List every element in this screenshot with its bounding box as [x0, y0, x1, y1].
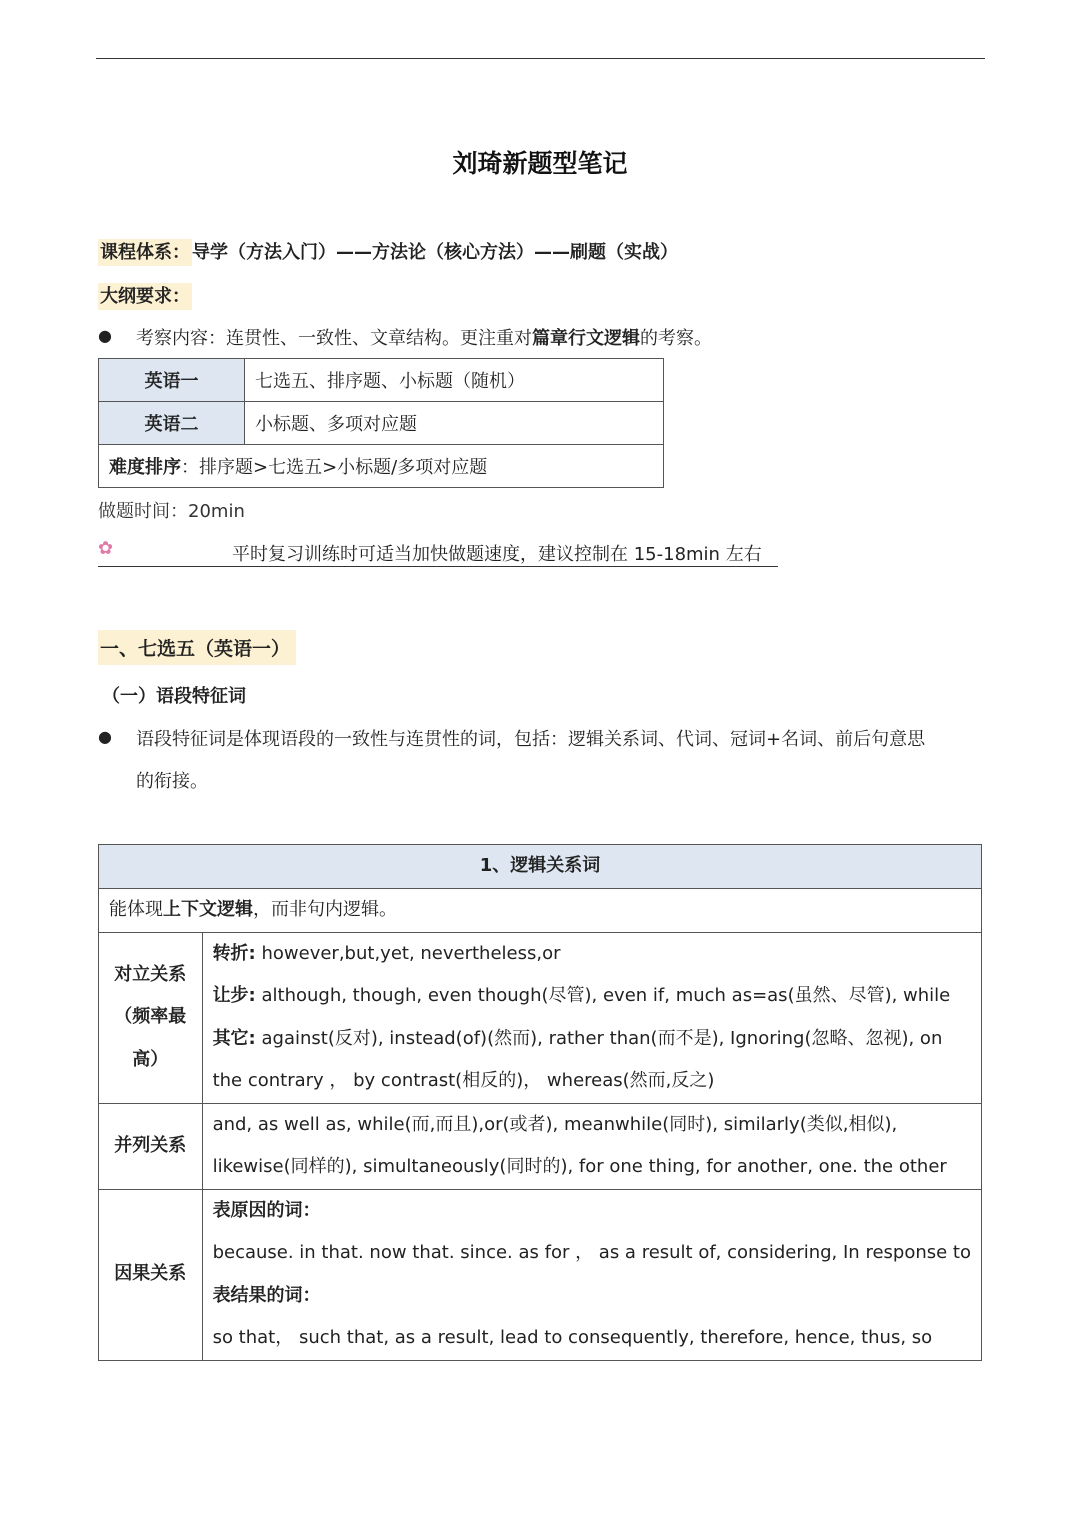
tip-text: 平时复习训练时可适当加快做题速度，建议控制在 15-18min 左右	[232, 544, 762, 565]
category-cell	[99, 1189, 203, 1360]
row-head: 英语二	[99, 402, 245, 445]
intro-bold: 上下文逻辑	[163, 899, 253, 920]
category-name: 对立关系	[114, 963, 187, 985]
line-label: 转折:	[212, 942, 256, 964]
line-label: 让步:	[212, 985, 256, 1006]
table-row	[99, 1189, 982, 1360]
line-text: the contrary ， by contrast(相反的)， whereas(然而,反之)	[212, 1070, 715, 1091]
content-line	[213, 975, 971, 1018]
content-line: because. in that. now that. since. as for ， as a result of, considering, In response to	[212, 1242, 971, 1263]
table-header-row	[99, 845, 982, 889]
content-line	[213, 1018, 971, 1061]
content-line: so that， such that, as a result, lead to consequently, therefore, hence, thus, so	[212, 1327, 933, 1348]
line-text: although, though, even though(尽管), even if, much as=as(虽然、尽管), while	[255, 985, 951, 1006]
table-row	[99, 932, 982, 1103]
exam-type-table	[98, 358, 664, 488]
line-label: 其它:	[212, 1027, 256, 1049]
difficulty-text: ：排序题>七选五>小标题/多项对应题	[181, 457, 488, 478]
bullet-exam-prefix: 考察内容：连贯性、一致性、文章结构。更注重对	[136, 328, 532, 349]
bullet-feature-line1: 语段特征词是体现语段的一致性与连贯性的词，包括：逻辑关系词、代词、冠词+名词、前后句意思	[136, 729, 926, 750]
category-cell	[99, 1103, 203, 1189]
table-row	[99, 359, 664, 402]
bullet-exam-bold: 篇章行文逻辑	[532, 328, 640, 349]
intro-cell	[99, 889, 982, 933]
table-row	[99, 402, 664, 445]
subsection-heading: （一）语段特征词	[102, 686, 246, 707]
course-system	[98, 238, 678, 264]
course-system-text: 导学（方法入门）——方法论（核心方法）——刷题（实战）	[192, 242, 678, 263]
intro-prefix: 能体现	[109, 899, 163, 920]
intro-suffix: ，而非句内逻辑。	[253, 899, 397, 920]
bullet-feature-line2: 的衔接。	[136, 771, 208, 792]
bullet-dot: ●	[98, 326, 112, 345]
course-system-label: 课程体系：	[98, 239, 192, 266]
content-line: and, as well as, while(而,而且),or(或者), meanwhile(同时), similarly(类似,相似),	[212, 1113, 898, 1135]
line-text: however,but,yet, nevertheless,or	[255, 942, 561, 964]
bullet-exam-content	[136, 324, 712, 350]
category-name: 因果关系	[114, 1263, 187, 1285]
row-value: 七选五、排序题、小标题（随机）	[245, 359, 664, 402]
table-row	[99, 1103, 982, 1189]
row-value: 小标题、多项对应题	[245, 402, 664, 445]
table-header: 1、逻辑关系词	[99, 845, 982, 889]
content-line: likewise(同样的), simultaneously(同时的), for one thing, for another, one. the other	[212, 1156, 947, 1177]
line-text: against(反对), instead(of)(然而), rather than(而不是), Ignoring(忽略、忽视), on	[255, 1027, 943, 1049]
flower-icon: ✿	[98, 538, 114, 559]
category-note: （频率最高）	[114, 1006, 187, 1070]
page-title: 刘琦新题型笔记	[452, 149, 628, 178]
difficulty-label: 难度排序	[109, 457, 181, 478]
answer-time: 做题时间：20min	[98, 501, 245, 522]
content-line: 表原因的词：	[212, 1199, 321, 1221]
logic-words-table	[98, 844, 982, 1361]
section-heading: 一、七选五（英语一）	[98, 630, 296, 665]
header-rule	[96, 58, 985, 59]
content-line	[213, 933, 971, 976]
content-line	[213, 1060, 971, 1103]
bullet-exam-suffix: 的考察。	[640, 328, 712, 349]
tip-line	[98, 538, 778, 567]
syllabus-label: 大纲要求：	[98, 283, 192, 310]
syllabus	[98, 282, 192, 308]
content-line: 表结果的词：	[212, 1284, 321, 1306]
category-cell	[99, 932, 203, 1103]
content-cell	[202, 1189, 981, 1360]
difficulty-cell	[99, 445, 664, 488]
category-name: 并列关系	[114, 1134, 187, 1156]
bullet-dot: ●	[98, 727, 112, 746]
table-row	[99, 445, 664, 488]
content-cell	[202, 932, 981, 1103]
row-head: 英语一	[99, 359, 245, 402]
content-cell	[202, 1103, 981, 1189]
table-row	[99, 889, 982, 933]
